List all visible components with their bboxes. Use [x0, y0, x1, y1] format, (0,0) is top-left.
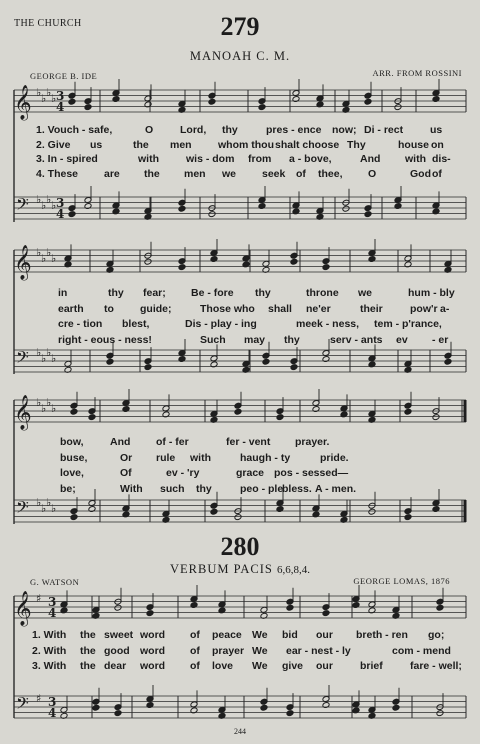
lyric-syllable: A - men.	[315, 482, 357, 495]
note-head	[322, 610, 330, 617]
sharp-sign: ♯	[36, 692, 42, 705]
note-head	[114, 604, 122, 611]
lyric-syllable: thy	[255, 287, 271, 299]
lyric-syllable: Those who	[200, 302, 255, 315]
lyrics-279-s2-verse-2	[0, 303, 480, 317]
note-head	[444, 358, 452, 365]
lyric-syllable: peo - ple	[240, 482, 284, 495]
note-head	[322, 264, 330, 271]
lyric-syllable: thee,	[318, 167, 343, 180]
lyric-syllable: thy	[108, 287, 124, 299]
lyric-syllable: Di - rect	[364, 124, 404, 136]
time-signature: 4	[48, 606, 57, 620]
flat-sign: ♭	[36, 246, 42, 259]
lyric-syllable: in	[58, 287, 68, 299]
lyric-syllable: a - bove,	[289, 153, 332, 165]
note-head	[258, 104, 266, 111]
lyric-syllable: grace	[236, 467, 265, 479]
time-signature: 3	[48, 695, 57, 709]
note-head	[210, 508, 218, 515]
author-credit: G. WATSON	[30, 577, 80, 587]
lyric-syllable: 1. With	[32, 629, 67, 641]
lyrics-279-s1-verse-4	[0, 168, 480, 182]
lyric-syllable: Such	[200, 333, 226, 346]
lyric-syllable: ear - nest - ly	[286, 644, 351, 657]
lyric-syllable: with	[138, 153, 159, 165]
lyric-syllable: prayer.	[295, 436, 330, 448]
tune-title-280	[0, 562, 480, 577]
note-head	[146, 610, 154, 617]
note-head	[432, 414, 440, 421]
page-number: 244	[234, 727, 246, 736]
bass-clef: 𝄢	[16, 194, 29, 218]
flat-sign: ♭	[46, 246, 52, 259]
flat-sign: ♭	[46, 496, 52, 509]
lyric-syllable: men	[184, 167, 206, 180]
lyric-syllable: word	[140, 644, 166, 657]
lyric-syllable: a-	[440, 302, 450, 315]
lyric-syllable: sweet	[104, 629, 134, 641]
lyric-syllable: word	[140, 660, 166, 672]
lyric-syllable: the	[80, 629, 96, 641]
note-head	[290, 364, 298, 371]
lyrics-280-s1-verse-3	[0, 660, 480, 674]
note-head	[114, 710, 122, 717]
note-head	[84, 104, 92, 111]
lyric-syllable: dear	[104, 660, 127, 672]
time-signature: 3	[56, 196, 65, 210]
note-head	[286, 710, 294, 717]
lyric-syllable: give	[282, 660, 304, 672]
lyric-syllable: wis - dom	[186, 153, 235, 165]
lyric-syllable: fear;	[143, 287, 166, 299]
lyric-syllable: We	[252, 629, 268, 641]
lyric-syllable: us	[90, 138, 103, 151]
lyric-syllable: our	[316, 660, 333, 672]
note-head	[364, 98, 372, 105]
flat-sign: ♭	[41, 352, 47, 365]
lyric-syllable: right - eous - ness!	[58, 333, 152, 346]
lyric-syllable: us	[430, 124, 443, 136]
lyric-syllable: to	[104, 302, 114, 315]
lyric-syllable: thy	[284, 333, 300, 346]
lyric-syllable: ev	[396, 333, 408, 346]
bass-clef: 𝄢	[16, 693, 29, 717]
lyric-syllable: peace	[212, 629, 242, 641]
lyric-syllable: pow'r	[410, 302, 438, 315]
flat-sign: ♭	[51, 92, 57, 105]
lyric-syllable: 2. With	[32, 644, 67, 657]
lyric-syllable: of - fer	[156, 436, 189, 448]
lyric-syllable: of	[190, 660, 200, 672]
lyric-syllable: pos - sessed—	[274, 467, 349, 479]
tune-meter: 6,6,8,4.	[277, 564, 310, 576]
lyrics-279-s1-verse-1	[0, 124, 480, 138]
lyric-syllable: shalt choose	[275, 138, 340, 151]
tune-name: MANOAH	[189, 49, 253, 63]
lyric-syllable: O	[145, 124, 154, 136]
flat-sign: ♭	[51, 352, 57, 365]
flat-sign: ♭	[36, 346, 42, 359]
flat-sign: ♭	[41, 502, 47, 515]
lyric-syllable: pres - ence	[266, 124, 322, 136]
lyric-syllable: brief	[360, 660, 383, 672]
lyric-syllable: - er	[432, 333, 449, 346]
lyric-syllable: shall	[268, 302, 292, 315]
lyric-syllable: ne'er	[306, 302, 331, 315]
lyrics-279-s2-verse-3	[0, 318, 480, 332]
lyric-syllable: com - mend	[392, 644, 451, 657]
note-head	[404, 408, 412, 415]
note-head	[68, 98, 76, 105]
lyric-syllable: Of	[120, 467, 132, 479]
lyric-syllable: haugh - ty	[240, 451, 291, 464]
lyric-syllable: buse,	[60, 451, 88, 464]
lyric-syllable: Lord,	[180, 124, 207, 136]
note-head	[364, 211, 372, 218]
lyric-syllable: Dis - play - ing	[185, 318, 257, 330]
lyric-syllable: the	[80, 644, 96, 657]
lyric-syllable: breth - ren	[356, 629, 408, 641]
lyric-syllable: with	[405, 153, 426, 165]
lyric-syllable: with	[190, 451, 211, 464]
lyric-syllable: the	[144, 167, 160, 180]
note-head	[70, 514, 78, 521]
composer-credit: GEORGE LOMAS, 1876	[353, 576, 450, 586]
note-head	[144, 364, 152, 371]
flat-sign: ♭	[46, 346, 52, 359]
note-head	[70, 408, 78, 415]
lyric-syllable: we	[358, 287, 373, 299]
lyric-syllable: love	[212, 660, 234, 672]
lyric-syllable: bow,	[60, 436, 84, 448]
flat-sign: ♭	[51, 502, 57, 515]
lyric-syllable: 3. In - spired	[36, 153, 98, 165]
bass-clef: 𝄢	[16, 497, 29, 521]
treble-clef: 𝄞	[14, 85, 32, 120]
note-head	[106, 358, 114, 365]
flat-sign: ♭	[51, 402, 57, 415]
lyric-syllable: pride.	[320, 451, 349, 464]
lyric-syllable: their	[360, 302, 383, 315]
lyrics-279-s3-verse-4	[0, 483, 480, 497]
lyric-syllable: now;	[332, 124, 357, 136]
lyric-syllable: blest,	[122, 318, 150, 330]
time-signature: 4	[56, 100, 65, 114]
lyric-syllable: our	[316, 629, 333, 641]
lyric-syllable: serv - ants	[330, 333, 383, 346]
tune-name: VERBUM PACIS	[169, 562, 273, 576]
section-heading: THE CHURCH	[14, 18, 82, 29]
bass-clef: 𝄢	[16, 347, 29, 371]
note-head	[68, 211, 76, 218]
lyric-syllable: of	[296, 167, 306, 180]
flat-sign: ♭	[41, 92, 47, 105]
lyric-syllable: of	[190, 629, 200, 641]
lyric-syllable: O	[368, 167, 377, 180]
lyric-syllable: bid	[282, 629, 298, 641]
sharp-sign: ♯	[36, 592, 42, 605]
note-head	[436, 710, 444, 717]
note-head	[234, 408, 242, 415]
note-head	[208, 98, 216, 105]
lyric-syllable: word	[140, 629, 166, 641]
author-credit: GEORGE B. IDE	[30, 71, 98, 81]
lyrics-279-s3-verse-3	[0, 467, 480, 481]
note-head	[290, 258, 298, 265]
lyric-syllable: good	[104, 644, 130, 657]
lyric-syllable: are	[104, 167, 120, 180]
lyric-syllable: meek - ness,	[296, 318, 360, 330]
lyric-syllable: We	[252, 644, 268, 657]
lyric-syllable: on	[431, 138, 444, 151]
lyric-syllable: love,	[60, 467, 84, 479]
lyric-syllable: we	[222, 167, 237, 180]
hymn-number-279: 279	[220, 12, 260, 41]
time-signature: 4	[48, 706, 57, 720]
note-head	[262, 358, 270, 365]
lyric-syllable: rule	[156, 451, 176, 464]
time-signature: 3	[56, 89, 65, 103]
note-head	[404, 514, 412, 521]
lyric-syllable: fer - vent	[226, 436, 271, 448]
flat-sign: ♭	[46, 86, 52, 99]
lyrics-279-s2-verse-4	[0, 334, 480, 348]
lyric-syllable: guide;	[140, 302, 172, 315]
lyrics-279-s3-verse-2	[0, 452, 480, 466]
lyric-syllable: Thy	[347, 138, 366, 151]
lyric-syllable: bless.	[282, 482, 312, 495]
flat-sign: ♭	[51, 252, 57, 265]
lyric-syllable: With	[120, 482, 143, 495]
lyric-syllable: ev - 'ry	[166, 467, 200, 479]
note-head	[92, 704, 100, 711]
lyric-syllable: go;	[428, 629, 445, 641]
hymn-number-280: 280	[220, 532, 260, 561]
flat-sign: ♭	[41, 402, 47, 415]
lyric-syllable: fare - well;	[410, 660, 462, 672]
composer-credit: ARR. FROM ROSSINI	[372, 68, 462, 78]
lyric-syllable: cre - tion	[58, 318, 103, 330]
lyric-syllable: 2. Give	[36, 138, 71, 151]
note-head	[276, 414, 284, 421]
treble-clef: 𝄞	[14, 245, 32, 280]
note-head	[208, 211, 216, 218]
flat-sign: ♭	[41, 252, 47, 265]
note-head	[234, 514, 242, 521]
treble-clef: 𝄞	[14, 395, 32, 430]
lyric-syllable: hum - bly	[408, 287, 455, 299]
lyric-syllable: earth	[58, 302, 84, 315]
note-head	[88, 414, 96, 421]
lyric-syllable: thy	[196, 482, 212, 495]
note-head	[368, 508, 376, 515]
flat-sign: ♭	[46, 396, 52, 409]
lyric-syllable: be;	[60, 482, 76, 495]
lyric-syllable: the	[133, 138, 149, 151]
note-head	[260, 704, 268, 711]
lyrics-279-s2-verse-1	[0, 287, 480, 301]
lyric-syllable: seek	[262, 167, 286, 180]
flat-sign: ♭	[51, 199, 57, 212]
note-head	[286, 604, 294, 611]
flat-sign: ♭	[46, 193, 52, 206]
note-head	[436, 604, 444, 611]
lyric-syllable: such	[160, 482, 185, 495]
note-head	[394, 104, 402, 111]
lyric-syllable: tem - p'rance,	[374, 318, 442, 330]
lyric-syllable: Be - fore	[191, 287, 234, 299]
note-head	[392, 704, 400, 711]
lyric-syllable: We	[252, 660, 268, 672]
lyric-syllable: prayer	[212, 644, 245, 657]
note-head	[178, 205, 186, 212]
lyrics-280-s1-verse-1	[0, 629, 480, 643]
lyrics-279-s3-verse-1	[0, 436, 480, 450]
tune-meter: C. M.	[256, 49, 291, 63]
time-signature: 4	[56, 207, 65, 221]
lyric-syllable: whom thou	[218, 138, 274, 151]
flat-sign: ♭	[36, 396, 42, 409]
time-signature: 3	[48, 595, 57, 609]
lyric-syllable: Or	[120, 451, 133, 464]
treble-clef: 𝄞	[14, 591, 32, 626]
lyrics-279-s1-verse-2	[0, 139, 480, 153]
lyric-syllable: 1. Vouch - safe,	[36, 124, 113, 136]
lyric-syllable: dis-	[432, 153, 451, 165]
lyrics-280-s1-verse-2	[0, 645, 480, 659]
note-head	[178, 264, 186, 271]
lyric-syllable: from	[248, 153, 272, 165]
lyric-syllable: of	[432, 167, 442, 180]
lyric-syllable: thy	[222, 124, 238, 136]
lyric-syllable: And	[110, 436, 131, 448]
lyric-syllable: of	[190, 644, 200, 657]
lyric-syllable: the	[80, 660, 96, 672]
lyric-syllable: God	[410, 167, 431, 180]
lyric-syllable: men	[170, 138, 192, 151]
lyric-syllable: 3. With	[32, 660, 67, 672]
lyric-syllable: may	[244, 333, 266, 346]
lyric-syllable: throne	[306, 287, 339, 299]
lyric-syllable: 4. These	[36, 167, 79, 180]
flat-sign: ♭	[36, 86, 42, 99]
note-head	[144, 258, 152, 265]
lyrics-279-s1-verse-3	[0, 153, 480, 167]
flat-sign: ♭	[41, 199, 47, 212]
tune-title-279	[0, 49, 480, 64]
lyric-syllable: And	[360, 153, 381, 165]
note-head	[342, 205, 350, 212]
lyric-syllable: house	[398, 138, 429, 151]
flat-sign: ♭	[36, 496, 42, 509]
flat-sign: ♭	[36, 193, 42, 206]
